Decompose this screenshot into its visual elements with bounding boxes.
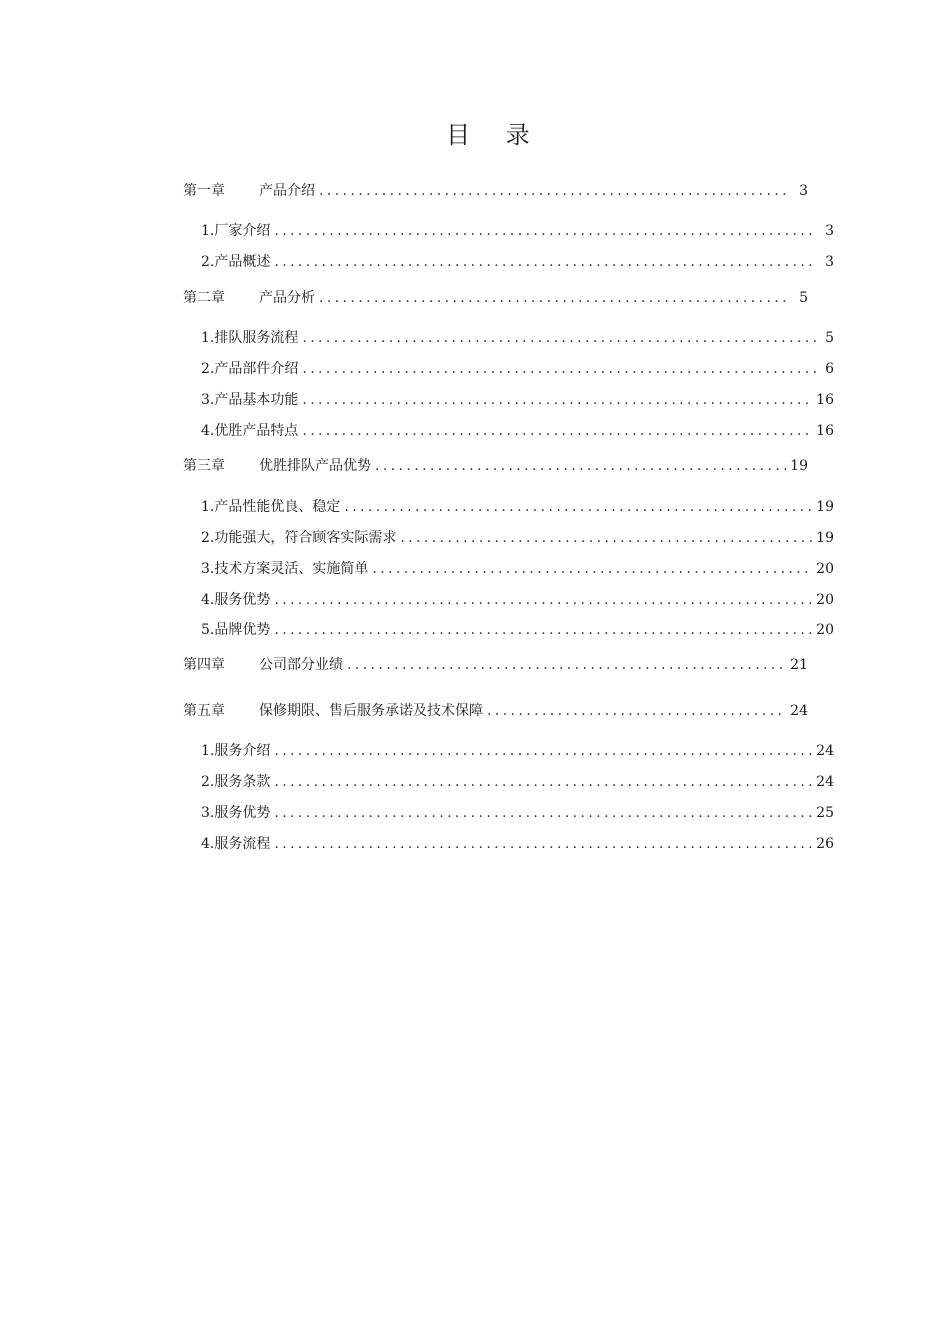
section-title: 1.服务介绍 xyxy=(201,743,271,759)
section-title: 1.产品性能优良、稳定 xyxy=(201,499,341,515)
page-number: 5 xyxy=(825,330,834,346)
dot-leader xyxy=(274,741,812,761)
page-number: 6 xyxy=(825,361,834,377)
chapter-label: 第二章 xyxy=(183,290,225,306)
chapter-title: 产品介绍 xyxy=(259,183,315,199)
dot-leader xyxy=(302,390,812,410)
dot-leader xyxy=(274,590,812,610)
page-number: 16 xyxy=(816,423,834,439)
page-number: 21 xyxy=(790,657,808,673)
dot-leader xyxy=(302,359,816,379)
toc-section-3-4[interactable] xyxy=(201,590,834,610)
toc-section-3-2[interactable] xyxy=(201,528,834,548)
dot-leader xyxy=(319,181,790,201)
chapter-label: 第四章 xyxy=(183,657,225,673)
page-number: 19 xyxy=(816,499,834,515)
chapter-label: 第一章 xyxy=(183,183,225,199)
toc-chapter-3[interactable] xyxy=(183,456,808,476)
page-number: 20 xyxy=(816,622,834,638)
toc-section-3-5[interactable] xyxy=(201,620,834,640)
page-number: 3 xyxy=(825,223,834,239)
toc-section-3-1[interactable] xyxy=(201,497,834,517)
page-number: 16 xyxy=(816,392,834,408)
toc-section-5-3[interactable] xyxy=(201,803,834,823)
section-title: 2.服务条款 xyxy=(201,774,271,790)
page-number: 19 xyxy=(790,458,808,474)
section-title: 4.服务流程 xyxy=(201,836,271,852)
dot-leader xyxy=(375,456,786,476)
toc-section-2-2[interactable] xyxy=(201,359,834,379)
toc-section-2-4[interactable] xyxy=(201,421,834,441)
section-title: 4.优胜产品特点 xyxy=(201,423,299,439)
section-title: 3.产品基本功能 xyxy=(201,392,299,408)
section-title: 1.厂家介绍 xyxy=(201,223,271,239)
dot-leader xyxy=(319,288,790,308)
toc-section-5-4[interactable] xyxy=(201,834,834,854)
chapter-label: 第三章 xyxy=(183,458,225,474)
page-title: 目 录 xyxy=(446,121,544,149)
section-title: 2.产品部件介绍 xyxy=(201,361,299,377)
toc-section-2-1[interactable] xyxy=(201,328,834,348)
page-number: 24 xyxy=(790,703,808,719)
dot-leader xyxy=(274,834,812,854)
toc-section-5-2[interactable] xyxy=(201,772,834,792)
chapter-label: 第五章 xyxy=(183,703,225,719)
page-number: 3 xyxy=(799,183,808,199)
page-number: 26 xyxy=(816,836,834,852)
page-number: 20 xyxy=(816,592,834,608)
section-title: 3.服务优势 xyxy=(201,805,271,821)
dot-leader xyxy=(344,497,812,517)
dot-leader xyxy=(372,559,812,579)
toc-chapter-5[interactable] xyxy=(183,701,808,721)
toc-chapter-1[interactable] xyxy=(183,181,808,201)
toc-section-1-2[interactable] xyxy=(201,252,834,272)
page-number: 24 xyxy=(816,743,834,759)
chapter-title: 公司部分业绩 xyxy=(259,657,343,673)
dot-leader xyxy=(302,421,812,441)
toc-section-1-1[interactable] xyxy=(201,221,834,241)
dot-leader xyxy=(274,252,816,272)
page-number: 25 xyxy=(816,805,834,821)
toc-chapter-2[interactable] xyxy=(183,288,808,308)
dot-leader xyxy=(487,701,786,721)
toc-section-3-3[interactable] xyxy=(201,559,834,579)
toc-section-5-1[interactable] xyxy=(201,741,834,761)
section-title: 5.品牌优势 xyxy=(201,622,271,638)
chapter-title: 保修期限、售后服务承诺及技术保障 xyxy=(259,703,483,719)
page-number: 5 xyxy=(799,290,808,306)
dot-leader xyxy=(274,772,812,792)
page-number: 19 xyxy=(816,530,834,546)
page-number: 20 xyxy=(816,561,834,577)
chapter-title: 产品分析 xyxy=(259,290,315,306)
page-number: 24 xyxy=(816,774,834,790)
toc-section-2-3[interactable] xyxy=(201,390,834,410)
section-title: 2.功能强大，符合顾客实际需求 xyxy=(201,530,397,546)
dot-leader xyxy=(274,620,812,640)
section-title: 4.服务优势 xyxy=(201,592,271,608)
dot-leader xyxy=(347,655,786,675)
dot-leader xyxy=(302,328,816,348)
dot-leader xyxy=(274,803,812,823)
page-number: 3 xyxy=(825,254,834,270)
dot-leader xyxy=(400,528,812,548)
chapter-title: 优胜排队产品优势 xyxy=(259,458,371,474)
section-title: 1.排队服务流程 xyxy=(201,330,299,346)
section-title: 2.产品概述 xyxy=(201,254,271,270)
section-title: 3.技术方案灵活、实施简单 xyxy=(201,561,369,577)
dot-leader xyxy=(274,221,816,241)
toc-chapter-4[interactable] xyxy=(183,655,808,675)
